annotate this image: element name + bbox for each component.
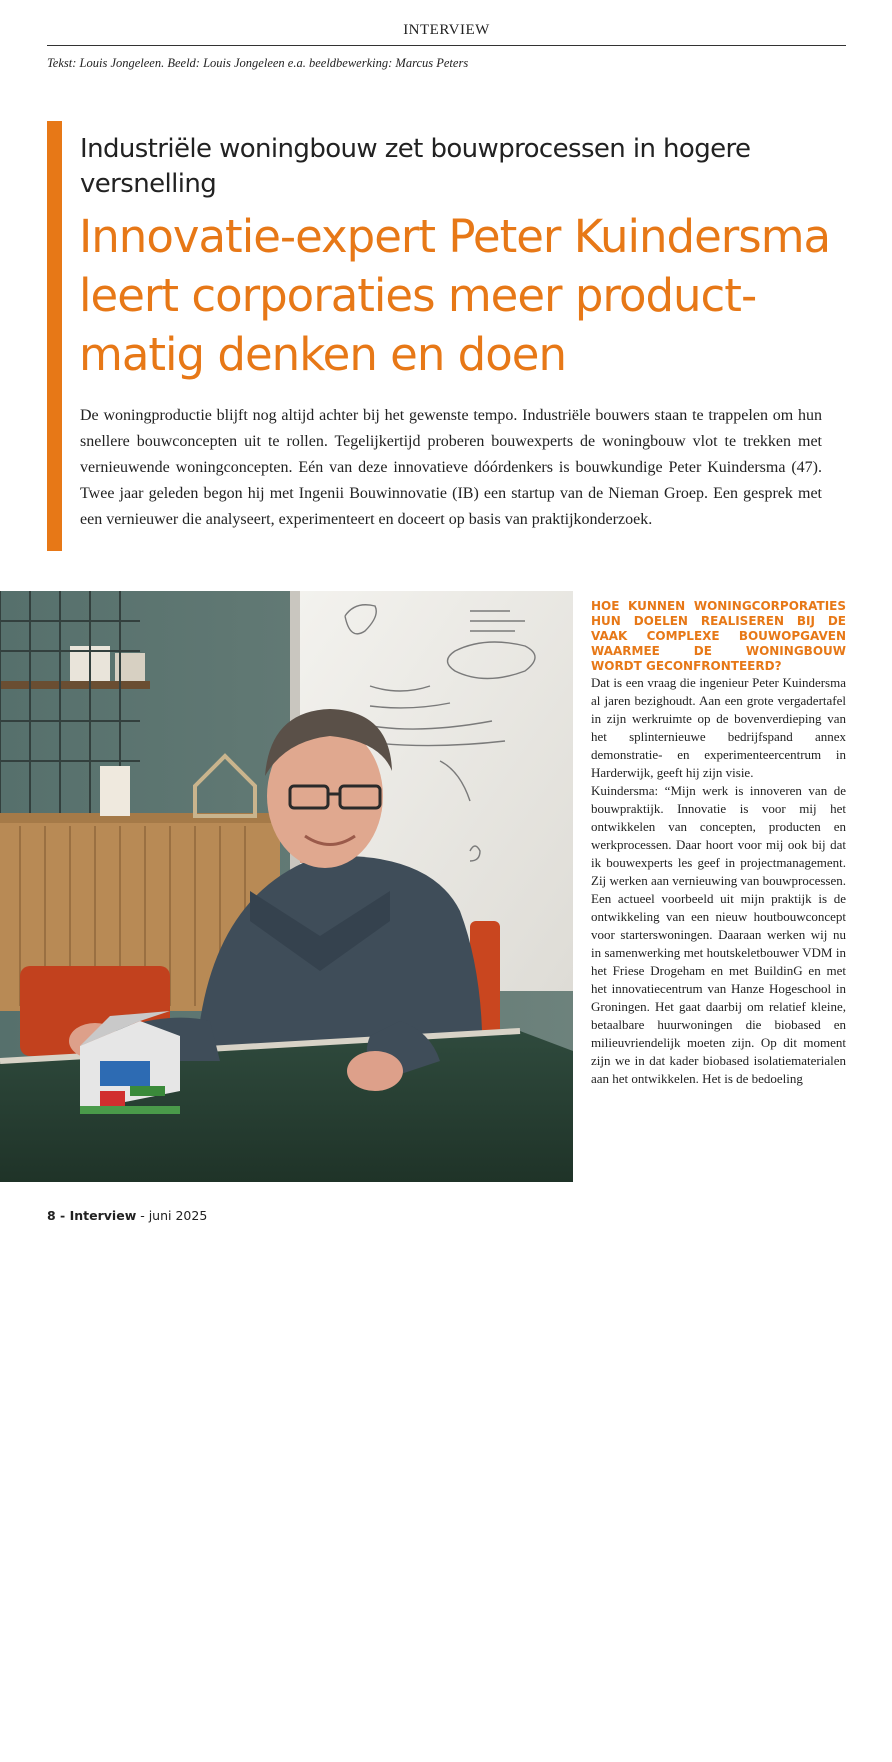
question-line: VAAK COMPLEXE BOUWOPGAVEN — [591, 629, 846, 643]
article-kicker: Industriële woningbouw zet bouwprocessen in hogere versnelling — [80, 134, 751, 199]
magazine-name: Interview — [69, 1208, 137, 1223]
page-footer — [47, 1208, 207, 1223]
question-line: WORDT GECONFRONTEERD? — [591, 659, 782, 673]
question-line: HUN DOELEN REALISEREN BIJ DE — [591, 614, 846, 628]
issue-date: - juni 2025 — [136, 1208, 208, 1223]
footer-separator: - — [55, 1208, 70, 1223]
question-line: HOE KUNNEN WONINGCORPORATIES — [591, 599, 846, 613]
photo-caption: LEGO prikkelt nog altijd de fantasie van bouwprofessionals — [220, 1748, 557, 1762]
article-intro: De woningproductie blijft nog altijd achter bij het gewenste tempo. Industriële bouwers staan te trappelen om hun snellere bouwconcepten uit te rollen. Tegelijkertijd proberen bouwexperts de woningbouw vlot te trekken met vernieuwende woningconcepten. Eén van deze innovatieve dóórdenkers is bouwkundige Peter Kuindersma (47). Twee jaar geleden begon hij met Ingenii Bouwinnovatie (IB) een startup van de Nieman Groep. Een gesprek met een vernieuwer die analyseert, experimenteert en doceert op basis van praktijkonderzoek. — [80, 407, 822, 528]
section-label: INTERVIEW — [403, 22, 490, 38]
page-number: 8 — [47, 1208, 56, 1223]
sidebar-question — [591, 599, 846, 674]
header-divider — [47, 45, 846, 46]
sidebar-paragraph-2: Kuindersma: “Mijn werk is innoveren van de bouwpraktijk. Innovatie is voor mij het ontwikkelen van concepten, producten en werkprocessen. Daar hoort voor mij ook bij dat ik bouwexperts les geef in projectmanagement. Zij werken aan vernieuwing van bouwprocessen. Een actueel voorbeeld uit mijn praktijk is de ontwikkeling van een nieuw houtbouwconcept voor starterswoningen. Daaraan werken wij nu in samenwerking met houtskeletbouwer VDM in het Friese Drogeham en met BuildinG en met het innovatiecentrum van Hanze Hogeschool in Groningen. Het gaat daarbij om relatief kleine, betaalbare huurwoningen die biobased en milieuvriendelijk moeten zijn. Op dit moment zijn we in dat kader biobased isolatiematerialen aan het ontwikkelen. Het is de bedoeling — [591, 783, 846, 1086]
article-headline: Innovatie-expert Peter Kuindersma leert corporaties meer product-matig denken en doen — [79, 210, 831, 381]
sidebar-column — [591, 599, 846, 1088]
accent-bar — [47, 121, 62, 551]
sidebar-paragraph-1: Dat is een vraag die ingenieur Peter Kuindersma al jaren bezighoudt. Aan een grote vergadertafel in zijn werkruimte op de bovenverdieping van het splinternieuwe bedrijfspand annex demonstratie- en experimenteercentrum in Harderwijk, geeft hij zijn visie. — [591, 675, 846, 780]
question-line: WAARMEE DE WONINGBOUW — [591, 644, 846, 658]
credits-line: Tekst: Louis Jongeleen. Beeld: Louis Jongeleen e.a. beeldbewerking: Marcus Peters — [47, 56, 469, 70]
